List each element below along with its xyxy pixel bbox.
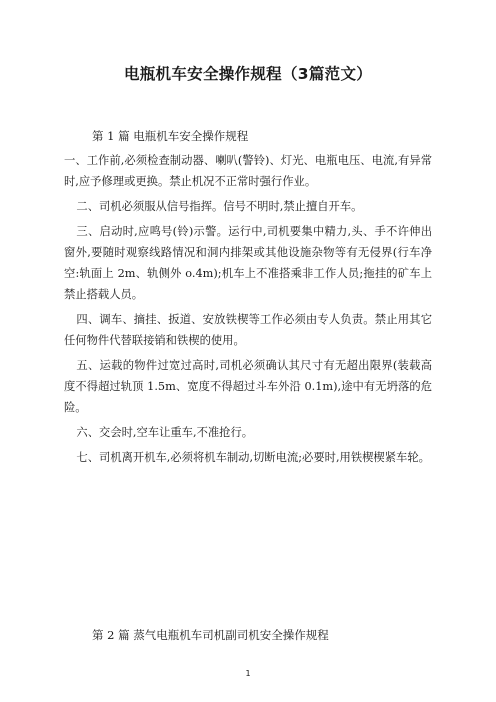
paragraph-6: 六、交会时,空车让重车,不准抢行。 — [76, 426, 254, 439]
section-1-heading: 第 1 篇 电瓶机车安全操作规程 — [92, 129, 249, 143]
section-2-heading: 第 2 篇 蒸气电瓶机车司机副司机安全操作规程 — [92, 628, 329, 642]
paragraph-3: 三、启动时,应鸣号(铃)示警。运行中,司机要集中精力,头、手不许伸出窗外,要随时观察线路情况和洞内排架或其他设施杂物等有无侵界(行车净空:轨面上 2m、轨侧外 o.4m);机车上不准搭乘非工作人员;拖挂的矿车上禁止搭载人员。 — [64, 225, 432, 301]
paragraph-2: 二、司机必须服从信号指挥。信号不明时,禁止擅自开车。 — [76, 200, 363, 213]
paragraph-4: 四、调车、摘挂、扳道、安放铁楔等工作必须由专人负责。禁止用其它任何物件代替联接销和铁楔的使用。 — [64, 313, 432, 347]
page-number: 1 — [245, 669, 251, 678]
section-1-body — [64, 150, 432, 472]
paragraph-1: 一、工作前,必须检查制动器、喇叭(警铃)、灯光、电瓶电压、电流,有异常时,应予修理或更换。禁止机况不正常时强行作业。 — [64, 154, 432, 188]
document-title: 电瓶机车安全操作规程（3篇范文） — [123, 65, 373, 83]
paragraph-5: 五、运载的物件过宽过高时,司机必须确认其尺寸有无超出限界(装载高度不得超过轨顶 1.5m、宽度不得超过斗车外沿 0.1m),途中有无坍落的危险。 — [64, 359, 432, 414]
paragraph-7: 七、司机离开机车,必须将机车制动,切断电流;必要时,用铁楔楔紧车轮。 — [76, 451, 430, 464]
